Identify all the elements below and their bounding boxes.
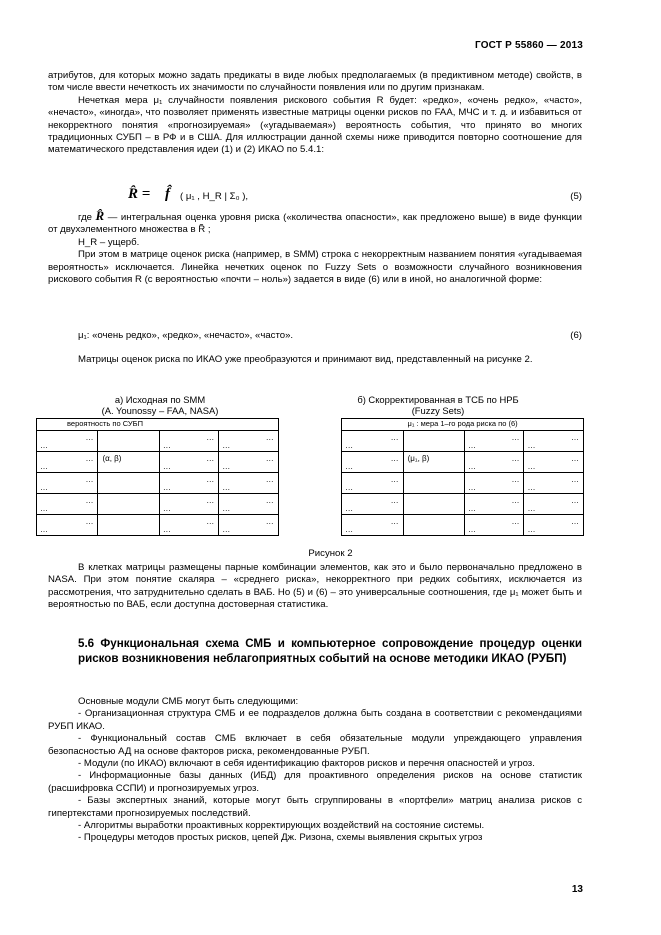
cell-dots: … (85, 433, 94, 442)
paragraph-3-text: — интегральная оценка уровня риска («количества опасности», как предложено выше) в виде функции от двухэлементного множества в R̃ ; (48, 212, 582, 236)
cell-dots: … (390, 433, 399, 442)
cell-dots: … (511, 475, 520, 484)
cell-dots: … (40, 483, 48, 492)
cell-dots: … (390, 496, 399, 505)
formula-number-5: (5) (570, 191, 582, 202)
cell-dots: … (206, 517, 215, 526)
cell-dots: … (468, 483, 477, 492)
caption-b-line1: б) Скорректированная в ТСБ по НРБ (357, 394, 519, 405)
mu-beta-cell: (μ₁, β) (407, 454, 430, 463)
cell-dots: … (265, 496, 274, 505)
right-matrix-header: μ₁ : мера 1–го рода риска по (6) (342, 419, 584, 431)
formula-f: f̂ (165, 186, 170, 202)
cell-dots: … (265, 475, 274, 484)
cell-dots: … (345, 525, 354, 534)
cell-dots: … (206, 496, 215, 505)
cell-dots: … (390, 517, 399, 526)
cell-dots: … (468, 462, 477, 471)
cell-dots: … (511, 517, 520, 526)
cell-dots: … (40, 525, 48, 534)
cell-dots: … (571, 454, 579, 463)
cell-dots: … (390, 475, 399, 484)
formula-number-6: (6) (570, 330, 582, 341)
cell-dots: … (571, 475, 579, 484)
section-title: 5.6 Функциональная схема СМБ и компьютерное сопровождение процедур оценки рисков возникновения неблагоприятных событий на основе методики ИКАО (РУБП) (78, 637, 582, 665)
formula-args: ( μ₁ , H_R | Σ₀ ), (180, 191, 249, 202)
cell-dots: … (345, 483, 354, 492)
cell-dots: … (527, 441, 536, 450)
list-item: - Алгоритмы выработки проактивных корректирующих воздействий на состояние системы. (78, 820, 485, 832)
cell-dots: … (222, 462, 231, 471)
cell-dots: … (40, 462, 48, 471)
formula-5 (48, 188, 582, 206)
caption-b-line2: (Fuzzy Sets) (411, 405, 465, 416)
module-list (48, 696, 582, 845)
cell-dots: … (468, 525, 477, 534)
page-number: 13 (571, 884, 583, 895)
paragraph-3 (48, 210, 582, 237)
cell-dots: … (265, 433, 274, 442)
cell-dots: … (85, 517, 94, 526)
cell-dots: … (40, 441, 48, 450)
cell-dots: … (85, 454, 94, 463)
list-item: - Модули (по ИКАО) включают в себя идентификацию факторов рисков и перечня опасностей и угроз. (78, 758, 535, 770)
paragraph-7: В клетках матрицы размещены парные комбинации элементов, как это и было первоначально предложено в NASA. При этом понятие скаляра – «среднего риска», некорректного при редких событиях, исключается из рассмотрения, что затруднительно сделать в ВАБ. Но (5) и (6) – это универсальные соотношения, где μ₁ может быть и вероятностью по ВАБ, если доступна достоверная статистика. (48, 562, 582, 611)
cell-dots: … (162, 504, 171, 513)
cell-dots: … (511, 496, 520, 505)
left-matrix-header: вероятность по СУБП (37, 419, 279, 431)
list-intro: Основные модули СМБ могут быть следующими: (78, 696, 299, 707)
cell-dots: … (222, 441, 231, 450)
cell-dots: … (511, 433, 520, 442)
list-item: - Организационная структура СМБ и ее подразделов должна быть создана в соответствии с рекомендациями РУБП ИКАО. (48, 708, 582, 732)
cell-dots: … (571, 433, 579, 442)
cell-dots: … (571, 496, 579, 505)
caption-a-line1: а) Исходная по SMM (114, 394, 206, 405)
cell-dots: … (85, 496, 94, 505)
cell-dots: … (40, 504, 48, 513)
caption-b (338, 394, 538, 416)
cell-dots: … (206, 475, 215, 484)
cell-dots: … (390, 454, 399, 463)
paragraph-4: H_R – ущерб. (78, 236, 140, 248)
caption-a-line2: (A. Younossy – FAA, NASA) (101, 405, 219, 416)
alpha-beta-cell: (α, β) (102, 454, 122, 463)
figure-title: Рисунок 2 (308, 548, 353, 559)
body-text-block-3 (48, 354, 582, 366)
cell-dots: … (345, 441, 354, 450)
cell-dots: … (162, 441, 171, 450)
cell-dots: … (265, 454, 274, 463)
cell-dots: … (206, 454, 215, 463)
list-item: - Функциональный состав СМБ включает в себя обязательные модули упреждающего управления безопасностью АД на основе факторов риска, рекомендованные РУБП. (48, 733, 582, 757)
risk-matrix-table (36, 418, 584, 536)
cell-dots: … (162, 525, 171, 534)
cell-dots: … (527, 525, 536, 534)
body-text-block-4 (48, 562, 582, 612)
paragraph-6: Матрицы оценок риска по ИКАО уже преобразуются и принимают вид, представленный на рисунке 2. (78, 354, 533, 365)
paragraph-2: Нечеткая мера μ₁ случайности появления рискового события R будет: «редко», «очень редко», «часто», «нечасто», «иногда», что позволяет применять известные матрицы оценки рисков по FAA, МЧС и т. д. и избавиться от некорректного понятия «прогнозируемая» («угадываемая») вероятность события, что принято во многих традиционных СУБП – в РФ и в США. Для иллюстрации данной схемы ниже приводится повторно соотношение для математического представления идеи (1) и (2) ИКАО по 5.4.1: (48, 94, 582, 156)
cell-dots: … (511, 454, 520, 463)
formula-lhs: R̂ = (128, 186, 151, 202)
cell-dots: … (222, 525, 231, 534)
cell-dots: … (468, 504, 477, 513)
paragraph-1: атрибутов, для которых можно задать предикаты в виде любых предполагаемых (в предиктивном методе) свойств, в том числе ввести нечеткость их значимости по случайности появления или по другим признакам. (48, 70, 582, 94)
cell-dots: … (222, 504, 231, 513)
list-item: - Базы экспертных знаний, которые могут быть сгруппированы в «портфели» матриц анализа рисков с гипертекстами прогнозируемых последствий. (48, 795, 582, 819)
body-text-block-1 (48, 70, 582, 157)
cell-dots: … (85, 475, 94, 484)
cell-dots: … (527, 504, 536, 513)
formula-6-text: μ₁: «очень редко», «редко», «нечасто», «часто». (78, 330, 294, 341)
cell-dots: … (206, 433, 215, 442)
cell-dots: … (571, 517, 579, 526)
cell-dots: … (162, 462, 171, 471)
body-text-block-2 (48, 210, 582, 286)
cell-dots: … (222, 483, 231, 492)
cell-dots: … (527, 483, 536, 492)
r-hat-symbol: R̂ (95, 208, 105, 223)
cell-dots: … (345, 462, 354, 471)
formula-6 (48, 330, 582, 344)
section-heading-block (78, 636, 582, 666)
list-item: - Процедуры методов простых рисков, цепей Дж. Ризона, схемы выявления скрытых угроз (78, 832, 483, 844)
cell-dots: … (468, 441, 477, 450)
cell-dots: … (527, 462, 536, 471)
where-word: где (78, 212, 93, 223)
matrix-gap (278, 419, 341, 536)
list-item: - Информационные базы данных (ИБД) для проактивного определения рисков на основе статистик (расшифровка ССПИ) и прогнозируемых угроз. (48, 770, 582, 794)
paragraph-5: При этом в матрице оценок риска (например, в SMM) строка с некорректным названием понятия «угадываемая вероятность» исключается. Линейка нечетких оценок по Fuzzy Sets о возможности случайного возникновения рискового события R (с вероятностью «почти – ноль») задается в виде (6) или в иной, но аналогичной форме: (48, 249, 582, 286)
caption-a (60, 394, 260, 416)
cell-dots: … (162, 483, 171, 492)
cell-dots: … (345, 504, 354, 513)
page-header: ГОСТ Р 55860 — 2013 (474, 40, 583, 51)
cell-dots: … (265, 517, 274, 526)
